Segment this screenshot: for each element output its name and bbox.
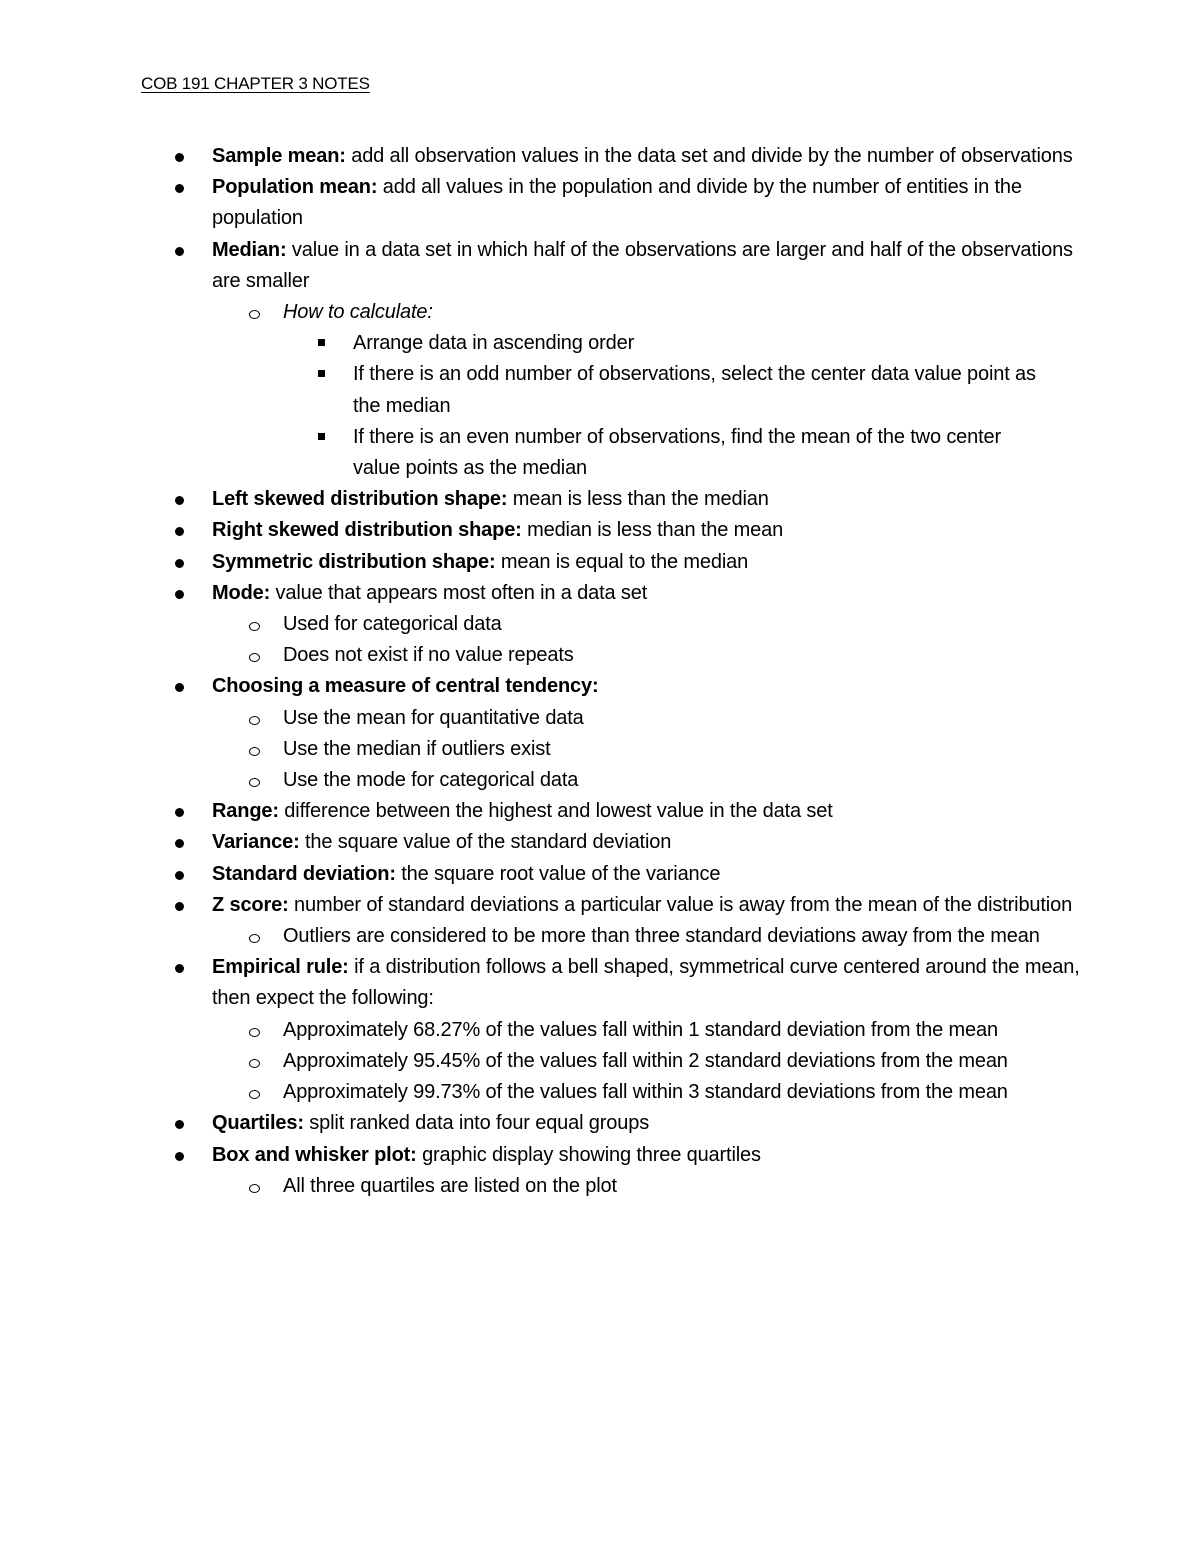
sub-list-item <box>0 1077 1200 1108</box>
sub-sub-list-item <box>0 328 1200 359</box>
list-item <box>0 827 1200 858</box>
definition: median is less than the mean <box>521 519 784 542</box>
circle-bullet-icon <box>249 778 260 787</box>
definition: graphic display showing three quartiles <box>416 1143 761 1166</box>
bullet-icon <box>175 590 184 599</box>
circle-bullet-icon <box>249 653 260 662</box>
list-item <box>0 859 1200 890</box>
sub-item-text: Approximately 68.27% of the values fall within 1 standard deviation from the mean <box>283 1018 998 1041</box>
sub-item-text: Approximately 95.45% of the values fall within 2 standard deviations from the mean <box>283 1049 1008 1072</box>
term: Empirical rule: <box>212 956 349 979</box>
definition: mean is equal to the median <box>495 550 749 573</box>
sub-list-item <box>0 765 1200 796</box>
sub-list-item <box>0 297 1200 328</box>
term: Variance: <box>212 831 300 854</box>
definition: if a distribution follows a bell shaped, symmetrical curve centered around the mean, then expect the following: <box>212 956 1080 1010</box>
sub-sub-list-item <box>0 359 1200 421</box>
circle-bullet-icon <box>249 1184 260 1193</box>
term: Choosing a measure of central tendency: <box>212 675 599 698</box>
term: Left skewed distribution shape: <box>212 488 508 511</box>
sub-list-item <box>0 1046 1200 1077</box>
bullet-icon <box>175 1120 184 1129</box>
sub-sub-list-item <box>0 422 1200 484</box>
circle-bullet-icon <box>249 747 260 756</box>
sub-item-text: Outliers are considered to be more than three standard deviations away from the mean <box>283 925 1040 948</box>
term: Symmetric distribution shape: <box>212 550 496 573</box>
definition: number of standard deviations a particular value is away from the mean of the distribution <box>288 893 1073 916</box>
bullet-icon <box>175 153 184 162</box>
list-item <box>0 671 1200 702</box>
list-item <box>0 1140 1200 1171</box>
term: Range: <box>212 800 279 823</box>
list-item <box>0 547 1200 578</box>
bullet-icon <box>175 902 184 911</box>
square-bullet-icon <box>318 433 325 440</box>
sub-list-item <box>0 609 1200 640</box>
list-item <box>0 952 1200 1014</box>
definition: difference between the highest and lowest value in the data set <box>278 800 833 823</box>
list-item <box>0 796 1200 827</box>
sub-list-item <box>0 734 1200 765</box>
sub-list-item <box>0 1015 1200 1046</box>
definition: the square root value of the variance <box>395 862 721 885</box>
definition: add all observation values in the data set and divide by the number of observations <box>345 145 1073 167</box>
bullet-icon <box>175 527 184 536</box>
term: Standard deviation: <box>212 862 396 885</box>
sub-list-item <box>0 921 1200 952</box>
bullet-icon <box>175 808 184 817</box>
subheading: How to calculate: <box>283 301 433 324</box>
sub-item-text: All three quartiles are listed on the plot <box>283 1174 617 1197</box>
circle-bullet-icon <box>249 1028 260 1037</box>
term: Z score: <box>212 893 289 916</box>
list-item <box>0 235 1200 297</box>
sub-item-text: Use the mean for quantitative data <box>283 706 584 729</box>
circle-bullet-icon <box>249 716 260 725</box>
definition: split ranked data into four equal groups <box>303 1112 650 1135</box>
list-item <box>0 515 1200 546</box>
sub-list-item <box>0 640 1200 671</box>
term: Mode: <box>212 581 271 604</box>
sub-item-text: Used for categorical data <box>283 613 502 636</box>
bullet-icon <box>175 871 184 880</box>
bullet-icon <box>175 184 184 193</box>
square-bullet-icon <box>318 370 325 377</box>
sub-list-item <box>0 703 1200 734</box>
step-text: If there is an even number of observations, find the mean of the two center value points as the median <box>353 425 1002 480</box>
definition: add all values in the population and divide by the number of entities in the population <box>212 176 1022 230</box>
circle-bullet-icon <box>249 934 260 943</box>
bullet-icon <box>175 839 184 848</box>
term: Quartiles: <box>212 1112 304 1135</box>
bullet-icon <box>175 1152 184 1161</box>
circle-bullet-icon <box>249 1090 260 1099</box>
step-text: Arrange data in ascending order <box>353 332 635 355</box>
step-text: If there is an odd number of observations, select the center data value point as the median <box>353 363 1036 417</box>
sub-item-text: Approximately 99.73% of the values fall within 3 standard deviations from the mean <box>283 1081 1008 1104</box>
term: Median: <box>212 238 287 261</box>
definition: value in a data set in which half of the observations are larger and half of the observations are smaller <box>212 238 1073 292</box>
sub-item-text: Use the mode for categorical data <box>283 769 579 792</box>
definition: mean is less than the median <box>507 488 769 511</box>
circle-bullet-icon <box>249 1059 260 1068</box>
list-item <box>0 141 1200 172</box>
list-item <box>0 484 1200 515</box>
page-title: COB 191 CHAPTER 3 NOTES <box>141 74 370 93</box>
list-item <box>0 1108 1200 1139</box>
sub-list-item <box>0 1171 1200 1202</box>
bullet-icon <box>175 964 184 973</box>
bullet-icon <box>175 683 184 692</box>
list-item <box>0 172 1200 234</box>
circle-bullet-icon <box>249 310 260 319</box>
sub-item-text: Use the median if outliers exist <box>283 737 551 760</box>
term: Right skewed distribution shape: <box>212 519 522 542</box>
list-item <box>0 890 1200 921</box>
circle-bullet-icon <box>249 622 260 631</box>
bullet-icon <box>175 496 184 505</box>
square-bullet-icon <box>318 339 325 346</box>
definition: the square value of the standard deviation <box>299 831 672 854</box>
definition: value that appears most often in a data set <box>270 581 648 604</box>
notes-list <box>0 141 1200 1202</box>
bullet-icon <box>175 559 184 568</box>
bullet-icon <box>175 247 184 256</box>
term: Box and whisker plot: <box>212 1143 417 1166</box>
term: Population mean: <box>212 176 378 199</box>
term: Sample mean: <box>212 145 346 167</box>
list-item <box>0 578 1200 609</box>
sub-item-text: Does not exist if no value repeats <box>283 644 574 667</box>
